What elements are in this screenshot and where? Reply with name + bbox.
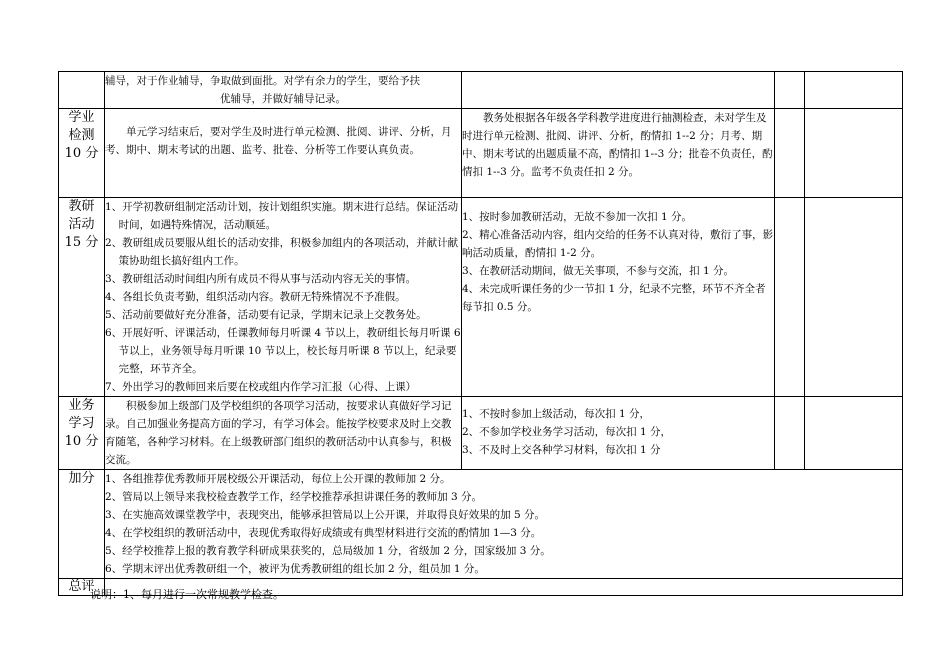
category-professional-study — [59, 397, 105, 470]
criteria-cell — [462, 397, 775, 470]
category-line: 学习 — [68, 416, 95, 431]
bonus-item: 2、管局以上领导来我校检查教学工作，经学校推荐承担讲课任务的教师加 3 分。 — [105, 491, 483, 503]
bonus-item: 3、在实施高效课堂教学中，表现突出，能够承担管局以上公开课，并取得良好效果的加 5 分。 — [105, 509, 546, 521]
category-academic-testing — [59, 109, 105, 198]
requirement-cell — [105, 397, 462, 470]
criteria-item: 1、不按时参加上级活动，每次扣 1 分， — [462, 408, 651, 420]
category-line: 活动 — [68, 217, 95, 232]
criteria-item: 4、未完成听课任务的少一节扣 1 分，纪录不完整，环节不齐全者每节扣 0.5 分。 — [462, 283, 766, 313]
requirement-line: 辅导，对于作业辅导，争取做到面批。对学有余力的学生，要给予扶 — [105, 75, 420, 87]
category-line: 15 分 — [64, 235, 99, 250]
category-cell-empty — [59, 72, 105, 109]
table-row-professional-study — [59, 397, 903, 470]
score-cell — [775, 198, 805, 397]
score-cell — [775, 72, 805, 109]
requirement-item: 6、开展好听、评课活动，任课教师每月听课 4 节以上，教研组长每月听课 6 节以上，业务领导每月听课 10 节以上，校长每月听课 8 节以上，纪录要完整，环节齐全。 — [105, 327, 461, 375]
evaluation-table — [58, 71, 903, 596]
category-summary: 总评 — [59, 579, 105, 596]
requirement-item: 2、教研组成员要服从组长的活动安排，积极参加组内的各项活动，并献计献策协助组长搞好组内工作。 — [105, 237, 459, 267]
category-line: 检测 — [68, 128, 95, 143]
requirement-item: 7、外出学习的教师回来后要在校或组内作学习汇报（心得、上课） — [105, 381, 417, 393]
remark-cell — [805, 109, 903, 198]
criteria-item: 1、按时参加教研活动，无故不参加一次扣 1 分。 — [462, 211, 693, 223]
bonus-item: 1、各组推荐优秀教师开展校级公开课活动，每位上公开课的教师加 2 分。 — [105, 473, 451, 485]
requirement-item: 3、教研组活动时间组内所有成员不得从事与活动内容无关的事情。 — [105, 273, 417, 285]
footnote: 说明：1、每月进行一次常规教学检查。 — [90, 588, 284, 601]
criteria-cell — [462, 109, 775, 198]
category-line: 10 分 — [64, 146, 99, 161]
requirement-item: 5、活动前要做好充分准备，活动要有记录，学期末记录上交教务处。 — [105, 309, 427, 321]
table-row-bonus — [59, 470, 903, 579]
table-row-teaching-research — [59, 198, 903, 397]
remark-cell — [805, 198, 903, 397]
remark-cell — [805, 397, 903, 470]
bonus-item: 5、经学校推荐上报的教育教学科研成果获奖的，总局级加 1 分，省级加 2 分，国家级加 3 分。 — [105, 545, 551, 557]
criteria-item: 2、不参加学校业务学习活动，每次扣 1 分， — [462, 426, 672, 438]
table-row-tutoring — [59, 72, 903, 109]
category-bonus: 加分 — [59, 470, 105, 579]
requirement-line: 优辅导，并做好辅导记录。 — [220, 93, 346, 105]
bonus-item: 6、学期末评出优秀教研组一个，被评为优秀教研组的组长加 2 分，组员加 1 分。 — [105, 563, 485, 575]
requirement-cell — [105, 198, 462, 397]
remark-cell — [805, 72, 903, 109]
category-line: 教研 — [68, 199, 95, 214]
score-cell — [775, 109, 805, 198]
requirement-text: 积极参加上级部门及学校组织的各项学习活动，按要求认真做好学习记录。自己加强业务提高方面的学习，有学习体会。能按学校要求及时上交教育随笔，各种学习材料。在上级教研部门组织的教研活动中认真参与，积极交流。 — [105, 400, 452, 466]
criteria-cell — [462, 72, 775, 109]
requirement-cell — [105, 72, 462, 109]
requirement-text: 单元学习结束后，要对学生及时进行单元检测、批阅、讲评、分析，月考、期中、期末考试的出题、监考、批卷、分析等工作要认真负责。 — [105, 126, 452, 156]
category-teaching-research — [59, 198, 105, 397]
criteria-item: 3、在教研活动期间，做无关事项，不参与交流，扣 1 分。 — [462, 265, 735, 277]
bonus-item: 4、在学校组织的教研活动中，表现优秀取得好成绩或有典型材料进行交流的酌情加 1—3 分。 — [105, 527, 542, 539]
score-cell — [775, 397, 805, 470]
category-line: 业务 — [68, 398, 95, 413]
category-line: 10 分 — [64, 434, 99, 449]
criteria-item: 2、精心准备活动内容，组内交给的任务不认真对待，敷衍了事，影响活动质量，酌情扣 1-2 分。 — [462, 229, 774, 259]
requirement-item: 4、各组长负责考勤，组织活动内容。教研无特殊情况不予准假。 — [105, 291, 406, 303]
criteria-cell — [462, 198, 775, 397]
criteria-text: 教务处根据各年级各学科教学进度进行抽测检查，未对学生及时进行单元检测、批阅、讲评、分析，酌情扣 1--2 分；月考、期中、期末考试的出题质量不高，酌情扣 1--3 分；批卷不负责任，酌情扣 1--3 分。监考不负责任扣 2 分。 — [462, 112, 773, 178]
requirement-cell — [105, 109, 462, 198]
category-line: 学业 — [68, 110, 95, 125]
table-row-academic-testing — [59, 109, 903, 198]
criteria-item: 3、不及时上交各种学习材料，每次扣 1 分 — [462, 444, 661, 456]
requirement-item: 1、开学初教研组制定活动计划，按计划组织实施。期末进行总结。保证活动时间，如遇特殊情况，活动顺延。 — [105, 201, 459, 231]
bonus-cell — [105, 470, 903, 579]
